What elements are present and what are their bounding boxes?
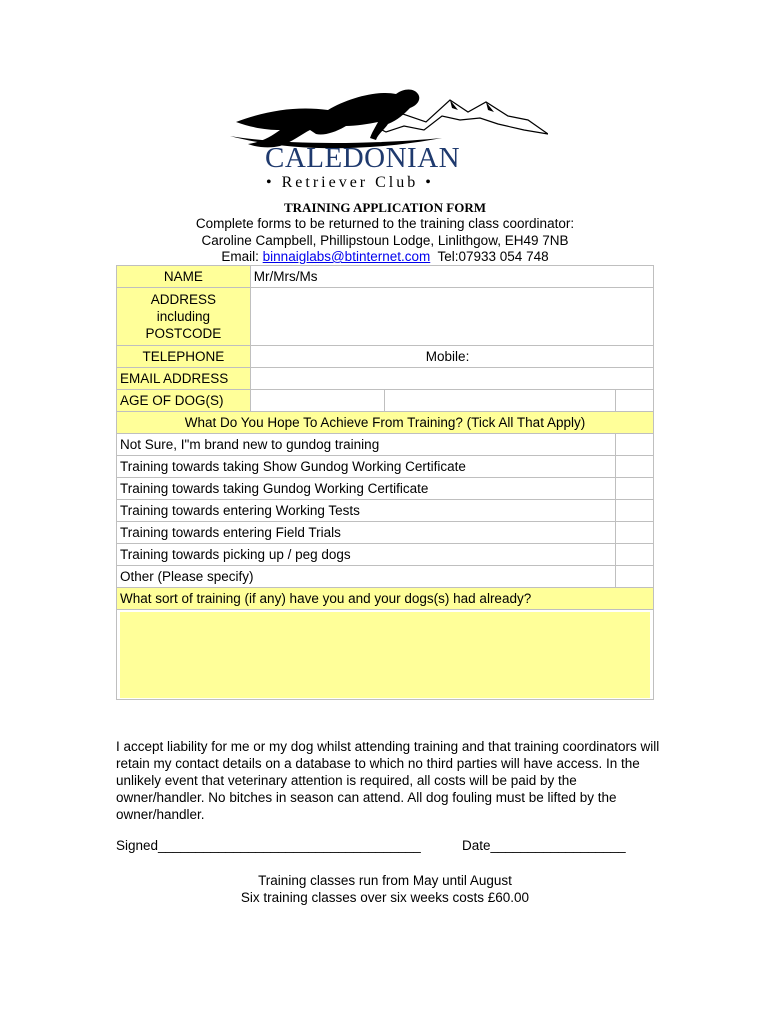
- goals-header: What Do You Hope To Achieve From Training? (Tick All That Apply): [117, 412, 654, 434]
- goal-option-label: Other (Please specify): [117, 566, 616, 588]
- address-label: [117, 288, 251, 346]
- signature-line: [116, 838, 656, 853]
- footer-line-1: Training classes run from May until August: [258, 873, 512, 888]
- goal-tick-box[interactable]: [616, 500, 654, 522]
- goal-option-label: Training towards entering Working Tests: [117, 500, 616, 522]
- goal-tick-box[interactable]: [616, 478, 654, 500]
- telephone-field[interactable]: [250, 346, 653, 368]
- signed-field[interactable]: Signed___________________________________: [116, 838, 421, 853]
- goal-tick-box[interactable]: [616, 456, 654, 478]
- intro-line-2: Caroline Campbell, Phillipstoun Lodge, Linlithgow, EH49 7NB: [201, 233, 569, 248]
- logo-name: CALEDONIAN: [265, 142, 461, 174]
- liability-statement: I accept liability for me or my dog whilst attending training and that training coordinators will retain my contact details on a database to which no third parties will have access. In the unlikely event that veterinary attention is required, all costs will be paid by the owner/handler. No bitches in season can attend. All dog fouling must be lifted by the owner/handler.: [116, 739, 660, 822]
- footer-line-2: Six training classes over six weeks costs £60.00: [240, 890, 530, 905]
- intro-line-1: Complete forms to be returned to the training class coordinator:: [195, 216, 575, 231]
- logo-club: • Retriever Club •: [266, 174, 434, 191]
- coordinator-email-link[interactable]: binnaiglabs@btinternet.com: [262, 249, 431, 264]
- goal-option-label: Training towards entering Field Trials: [117, 522, 616, 544]
- goal-option-label: Training towards taking Gundog Working Certificate: [117, 478, 616, 500]
- age-of-dogs-field-1[interactable]: [250, 390, 384, 412]
- age-of-dogs-label: AGE OF DOG(S): [117, 390, 251, 412]
- telephone-label: TELEPHONE: [117, 346, 251, 368]
- mobile-label: Mobile:: [425, 349, 470, 364]
- address-label-line1: ADDRESS: [150, 292, 217, 307]
- goal-tick-box[interactable]: [616, 522, 654, 544]
- goal-tick-box[interactable]: [616, 434, 654, 456]
- name-field[interactable]: Mr/Mrs/Ms: [250, 266, 653, 288]
- previous-training-answer-field[interactable]: [117, 610, 654, 700]
- telephone-text: Tel:07933 054 748: [430, 249, 549, 264]
- email-address-field[interactable]: [250, 368, 653, 390]
- goal-tick-box[interactable]: [616, 544, 654, 566]
- goal-tick-box[interactable]: [616, 566, 654, 588]
- goal-option-label: Training towards picking up / peg dogs: [117, 544, 616, 566]
- intro-contact-line: [0, 249, 770, 266]
- age-of-dogs-field-2[interactable]: [384, 390, 616, 412]
- club-logo: [228, 80, 548, 195]
- age-of-dogs-field-3[interactable]: [616, 390, 654, 412]
- address-label-line3: POSTCODE: [145, 326, 222, 341]
- form-title: TRAINING APPLICATION FORM: [284, 200, 486, 215]
- answer-area-highlight: [120, 612, 650, 698]
- email-address-label: EMAIL ADDRESS: [117, 368, 251, 390]
- goal-option-label: Training towards taking Show Gundog Working Certificate: [117, 456, 616, 478]
- date-field[interactable]: Date__________________: [462, 838, 626, 853]
- name-label: NAME: [117, 266, 251, 288]
- footer-notes: [0, 872, 770, 906]
- dog-silhouette: [236, 90, 419, 148]
- email-prefix: Email:: [221, 249, 263, 264]
- address-field[interactable]: [250, 288, 653, 346]
- application-form-table: [116, 265, 654, 700]
- address-label-line2: including: [156, 309, 211, 324]
- goal-option-label: Not Sure, I"m brand new to gundog training: [117, 434, 616, 456]
- previous-training-question: What sort of training (if any) have you and your dogs(s) had already?: [117, 588, 654, 610]
